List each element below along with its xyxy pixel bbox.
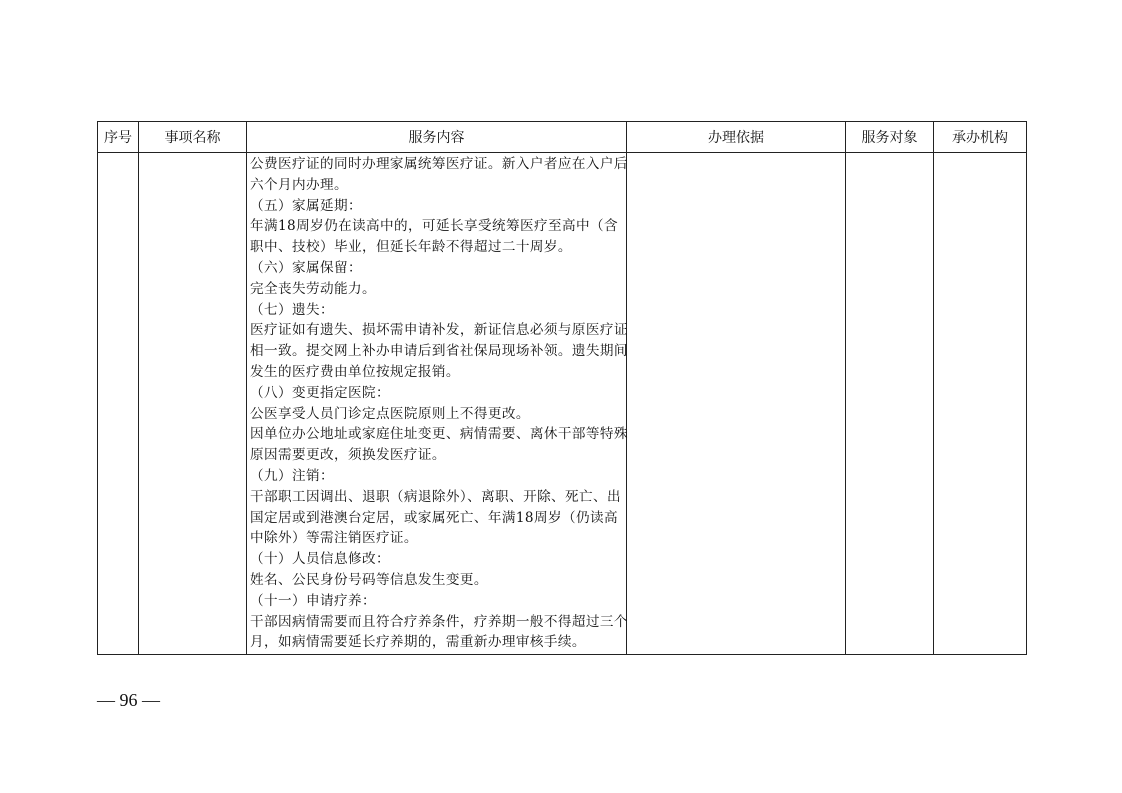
page-number: — 96 —	[97, 690, 160, 710]
content-line: 公医享受人员门诊定点医院原则上不得更改。	[250, 405, 530, 422]
header-agency: 承办机构	[934, 122, 1027, 153]
content-line: 医疗证如有遗失、损坏需申请补发，新证信息必须与原医疗证	[250, 322, 628, 339]
cell-agency	[934, 153, 1027, 655]
content-line: 中除外）等需注销医疗证。	[250, 530, 418, 547]
content-line: 完全丧失劳动能力。	[250, 280, 376, 297]
cell-service-target	[846, 153, 934, 655]
content-line: 因单位办公地址或家庭住址变更、病情需要、离休干部等特殊	[250, 426, 628, 443]
content-line: （五）家属延期：	[250, 197, 362, 214]
content-line: 干部职工因调出、退职（病退除外）、离职、开除、死亡、出	[250, 488, 622, 505]
content-line: 相一致。提交网上补办申请后到省社保局现场补领。遗失期间	[250, 343, 628, 360]
content-line: 干部因病情需要而且符合疗养条件，疗养期一般不得超过三个	[250, 613, 628, 630]
header-service-target: 服务对象	[846, 122, 934, 153]
service-table	[97, 121, 1027, 655]
content-line: （八）变更指定医院：	[250, 384, 390, 401]
content-line: （九）注销：	[250, 467, 334, 484]
content-line: 姓名、公民身份号码等信息发生变更。	[250, 571, 488, 588]
table-header-row	[98, 122, 1027, 153]
content-line: （十）人员信息修改：	[250, 551, 390, 568]
cell-basis	[627, 153, 846, 655]
header-index: 序号	[98, 122, 139, 153]
content-line: （十一）申请疗养：	[250, 592, 376, 609]
header-item-name: 事项名称	[139, 122, 247, 153]
table-row	[98, 153, 1027, 655]
cell-service-content	[247, 153, 627, 655]
header-service-content: 服务内容	[247, 122, 627, 153]
content-line: 发生的医疗费由单位按规定报销。	[250, 363, 460, 380]
content-line: （七）遗失：	[250, 301, 334, 318]
content-line: 月，如病情需要延长疗养期的，需重新办理审核手续。	[250, 634, 586, 651]
content-line: 国定居或到港澳台定居，或家属死亡、年满18周岁（仍读高	[250, 509, 618, 526]
content-line: 职中、技校）毕业，但延长年龄不得超过二十周岁。	[250, 239, 572, 256]
header-basis: 办理依据	[627, 122, 846, 153]
cell-index	[98, 153, 139, 655]
content-line: 年满18周岁仍在读高中的，可延长享受统筹医疗至高中（含	[250, 218, 618, 235]
content-line: 原因需要更改，须换发医疗证。	[250, 447, 446, 464]
content-line: 六个月内办理。	[250, 176, 348, 193]
cell-item-name	[139, 153, 247, 655]
content-line: （六）家属保留：	[250, 259, 362, 276]
content-line: 公费医疗证的同时办理家属统筹医疗证。新入户者应在入户后	[250, 156, 628, 172]
